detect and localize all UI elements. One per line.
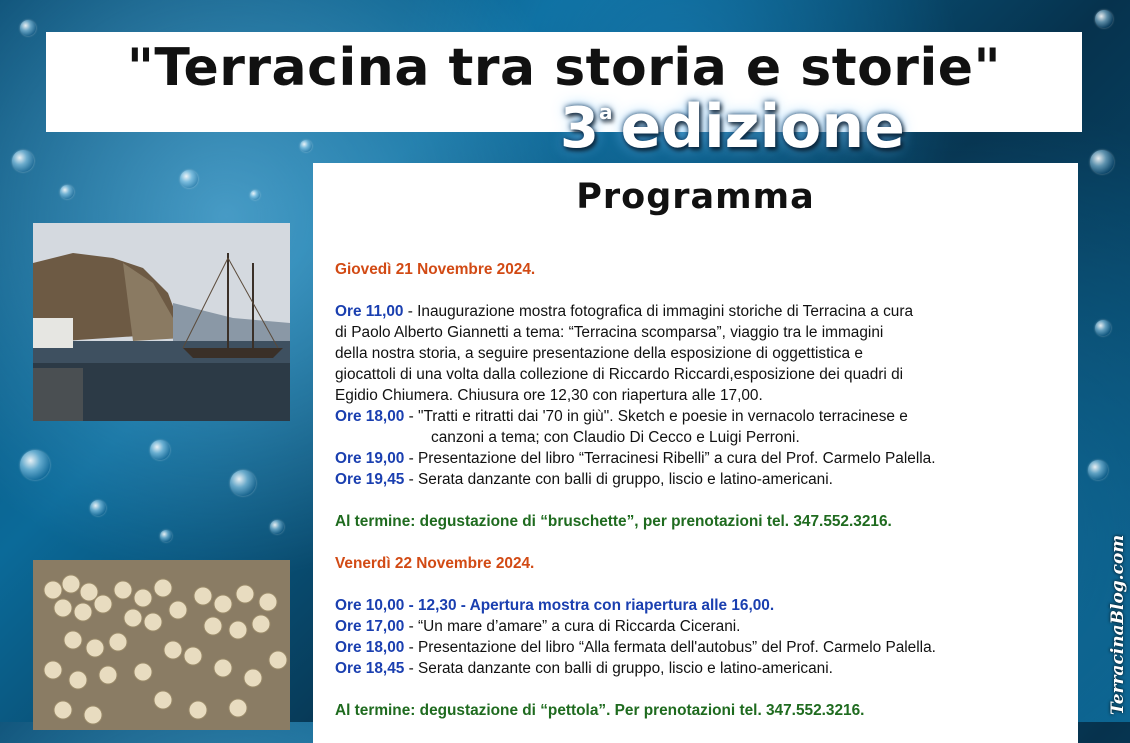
day1-item-2-cont: canzoni a tema; con Claudio Di Cecco e Luigi Perroni. xyxy=(431,429,800,446)
day2-item-3: Ore 18,45 - Serata danzante con balli di gruppo, liscio e latino-americani. xyxy=(335,660,833,677)
program-heading: Programma xyxy=(576,177,815,217)
harbor-sailboat-image xyxy=(33,223,290,421)
day1-item-1-cont: Egidio Chiumera. Chiusura ore 12,30 con riapertura alle 17,00. xyxy=(335,387,763,404)
day1-item-4: Ore 19,45 - Serata danzante con balli di gruppo, liscio e latino-americani. xyxy=(335,471,833,488)
day1-item-1-cont: giocattoli di una volta dalla collezione di Riccardo Riccardi,esposizione dei quadri di xyxy=(335,366,904,383)
day2-item-1: Ore 17,00 - “Un mare d’amare” a cura di Riccarda Cicerani. xyxy=(335,618,741,635)
day1-item-1-cont: di Paolo Alberto Giannetti a tema: “Terracina scomparsa”, viaggio tra le immagini xyxy=(335,324,884,341)
day2-item-2: Ore 18,00 - Presentazione del libro “Alla fermata dell'autobus” del Prof. Carmelo Palella. xyxy=(335,639,936,656)
day1-item-1-cont: della nostra storia, a seguire presentazione della esposizione di oggettistica e xyxy=(335,345,863,362)
program-panel xyxy=(313,163,1078,743)
edition-label xyxy=(560,92,905,162)
day1-item-2: Ore 18,00 - "Tratti e ritratti dai '70 in giù". Sketch e poesie in vernacolo terracinese e xyxy=(335,408,908,425)
day2-date: Venerdì 22 Novembre 2024. xyxy=(335,555,535,572)
edition-word: edizione xyxy=(620,92,905,162)
day1-closing: Al termine: degustazione di “bruschette”, per prenotazioni tel. 347.552.3216. xyxy=(335,513,892,530)
day1-date: Giovedì 21 Novembre 2024. xyxy=(335,261,536,278)
page-title: "Terracina tra storia e storie" xyxy=(126,38,1002,98)
edition-superscript: a xyxy=(598,100,613,124)
day1-item-3: Ore 19,00 - Presentazione del libro “Terracinesi Ribelli” a cura del Prof. Carmelo Palella. xyxy=(335,450,936,467)
day2-closing: Al termine: degustazione di “pettola”. Per prenotazioni tel. 347.552.3216. xyxy=(335,702,865,719)
site-watermark: TerracinaBlog.com xyxy=(1108,534,1128,716)
day2-opening: Ore 10,00 - 12,30 - Apertura mostra con riapertura alle 16,00. xyxy=(335,597,775,614)
day1-item-1: Ore 11,00 - Inaugurazione mostra fotografica di immagini storiche di Terracina a cura xyxy=(335,303,914,320)
grapes-photo xyxy=(33,560,290,730)
edition-number: 3 xyxy=(560,96,599,161)
program-content xyxy=(335,259,1075,721)
harbor-photo xyxy=(33,223,290,421)
grapes-image xyxy=(33,560,290,730)
